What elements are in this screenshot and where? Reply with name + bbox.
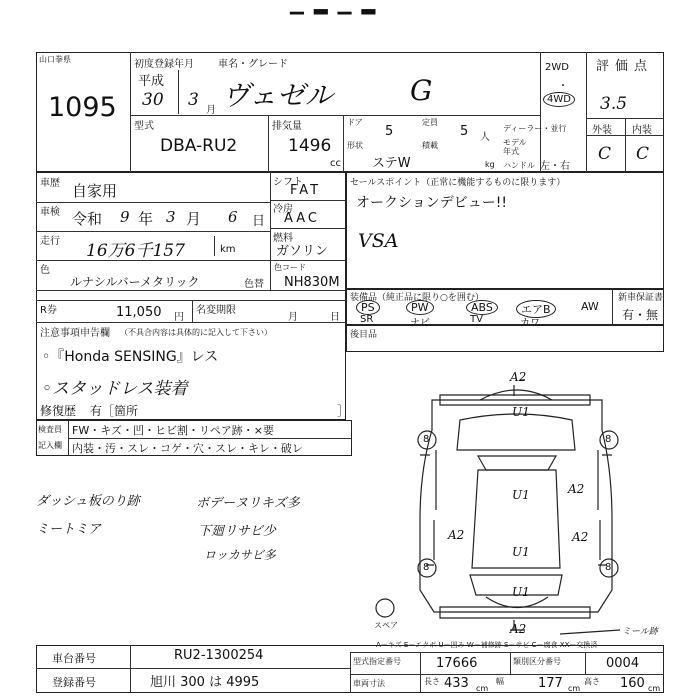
damage-mark-trunk: U1 [512,585,530,599]
recycle-unit: 円 [174,312,184,323]
width-unit: cm [568,684,581,693]
handwritten-note-5: ロッカサビ多 [204,548,276,562]
car-name: ヴェゼル [222,79,333,112]
spare-label: スペア [374,621,398,630]
type-no-label: 型式指定番号 [353,657,401,666]
exterior-label: 外装 [592,125,612,136]
drive-4wd: 4WD [543,92,575,107]
displacement-value: 1496 [288,136,332,156]
model-value: DBA-RU2 [160,136,238,156]
recycle-label: R券 [40,305,57,316]
inspector-row2: 内装・汚・スレ・コゲ・穴・スレ・キレ・破レ [72,442,303,455]
equipment-sub-3: カワ [520,318,540,329]
inspector-row1: FW・キズ・凹・ヒビ割・リペア跡・×要 [72,424,274,437]
auction-house: 山口拳県 [39,55,71,64]
equipment-sub-2: TV [470,314,483,325]
displacement-unit: cc [330,158,341,169]
shift-label: シフト [273,177,303,188]
plate-label: 登録番号 [52,676,96,689]
shaken-day-unit: 日 [252,214,266,229]
inspector-label1: 検査員 [38,425,62,434]
drive-dot: ・ [558,81,568,92]
width-label: 幅 [496,677,504,686]
shape-value: ステW [372,156,411,171]
damage-mark-rear: A2 [510,622,527,636]
shaken-month: 3 [166,208,176,226]
equipment-item-2: ABS [466,300,498,315]
damage-mark-hood: U1 [512,405,530,419]
name-change-label: 名変期限 [196,305,236,316]
lot-number: 1095 [48,92,117,123]
handle-label: ハンドル [503,161,535,170]
drive-2wd: 2WD [545,62,569,73]
dealer-label: ディーラー・並行 [503,124,567,133]
tire-fr: 8 [605,434,612,445]
model-label: 型式 [134,121,154,132]
name-change-day: 日 [330,312,340,323]
repair-end: ］ [337,404,350,418]
first-reg-year: 30 [142,90,164,110]
first-reg-era: 平成 [138,74,165,89]
chassis-number: RU2-1300254 [174,648,264,663]
aircon-value: AAC [284,211,320,226]
first-reg-month: 3 [188,90,199,110]
length-label: 長さ [424,677,440,686]
exterior-grade: C [598,144,612,164]
model-year-label: モデル年式 [503,138,527,156]
damage-mark-roof: U1 [512,488,530,502]
displacement-label: 排気量 [272,121,302,132]
history-label: 車歴 [40,178,60,189]
tire-rr: 8 [605,562,612,573]
mileage-value: 16万6千157 [86,241,185,261]
color-code-value: NH830M [284,275,340,290]
doors-value: 5 [385,124,394,139]
damage-mark-left-rear: A2 [448,528,465,542]
size-label: 車両寸法 [353,679,385,688]
recycle-value: 11,050 [116,305,162,320]
fuel-label: 燃料 [273,233,293,244]
shaken-month-unit: 月 [186,210,202,228]
score-value: 3.5 [600,94,628,114]
shaken-label: 車検 [40,207,60,218]
rear-seat-label: 後目品 [350,330,378,340]
load-label: 積載 [422,141,438,150]
equipment-row [356,300,606,329]
handle-value: 左・右 [540,161,570,172]
mileage-unit: km [220,244,236,255]
capacity-unit: 人 [480,132,490,143]
repair-value: 有［箇所 [90,404,139,418]
interior-grade: C [636,144,650,164]
damage-legend: A－キズ E－エクボ U－凹み W－補修跡 S－サビ C－腐食 XX－交換済 [376,641,598,649]
shift-value: FAT [290,183,322,198]
misc-mark: ミール跡 [622,627,658,637]
handwritten-note-3: ボデーヌリキズ多 [196,496,300,511]
equipment-item-1: PW [406,300,434,315]
shaken-era: 令和 [72,210,103,228]
interior-label: 内装 [632,125,652,136]
handwritten-note-2: ミートミア [36,522,102,537]
aircon-label: 冷房 [273,204,293,215]
score-label: 評価点 [596,59,654,74]
plate-number: 旭川 300 は 4995 [150,675,260,690]
new-warranty-label: 新車保証書 [618,293,664,303]
notes-label: 注意事項申告欄 [40,328,110,339]
name-change-month: 月 [288,312,298,323]
notes-line1: ◦『Honda SENSING』レス [42,349,219,365]
class-no-value: 0004 [606,656,640,671]
history-value: 自家用 [72,182,118,200]
color-label: 色 [40,265,50,276]
capacity-value: 5 [460,124,469,139]
notes-line2: ◦スタッドレス装着 [42,379,188,399]
damage-mark-right-front: A2 [568,482,585,496]
length-value: 433 [444,676,469,691]
new-warranty-value: 有・無 [622,308,659,322]
handwritten-note-4: 下廻リサビ少 [198,524,276,539]
shape-label: 形状 [347,141,363,150]
color-code-label: 色コード [274,263,306,272]
first-reg-label: 初度登録年月 [134,59,194,70]
equipment-sub-0: SR [360,314,374,325]
chassis-label: 車台番号 [52,652,96,665]
tire-rl: 8 [423,562,430,573]
first-reg-month-unit: 月 [206,105,216,116]
mileage-label: 走行 [40,236,60,247]
class-no-label: 類別区分番号 [513,657,561,666]
height-label: 高さ [584,677,600,686]
type-no-value: 17666 [436,656,478,671]
fuel-value: ガソリン [276,244,329,259]
repair-label: 修復歴 [40,404,77,418]
height-value: 160 [620,676,645,691]
sales-point-line2: VSA [358,230,399,252]
shaken-year: 9 [120,208,130,226]
sales-point-label: セールスポイント（正常に機能するものに限ります） [350,178,566,188]
load-unit: kg [485,160,495,169]
equipment-item-4: AW [581,300,599,313]
handwritten-note-1: ダッシュ板のり跡 [36,494,140,509]
sales-point-line1: オークションデビュー!! [356,195,507,211]
shaken-year-unit: 年 [138,210,154,228]
equipment-item-0: PS [356,300,380,315]
damage-mark-roof-rear: U1 [512,545,530,559]
notes-sub: （不具合内容は具体的に記入して下さい） [120,328,272,337]
doors-label: ドア [347,118,363,127]
damage-mark-front: A2 [510,370,527,384]
height-unit: cm [648,684,661,693]
damage-mark-right-rear: A2 [572,530,589,544]
width-value: 177 [538,676,563,691]
car-name-label: 車名・グレード [218,59,288,70]
car-grade: G [410,74,433,107]
rear-seat-box [346,324,664,352]
capacity-label: 定員 [422,118,438,127]
tire-fl: 8 [423,434,430,445]
equipment-item-3: エアB [516,300,556,318]
color-value: ルナシルバーメタリック [70,275,200,289]
equipment-sub-1: ナビ [410,318,430,329]
top-title-fragment: ▁▂▁▂ [290,0,386,15]
shaken-day: 6 [228,208,238,226]
color-change-label: 色替 [244,279,264,290]
equipment-label: 装備品（純正品に限り○を囲む） [350,293,484,303]
inspector-label2: 記入欄 [38,441,62,450]
length-unit: cm [476,684,489,693]
